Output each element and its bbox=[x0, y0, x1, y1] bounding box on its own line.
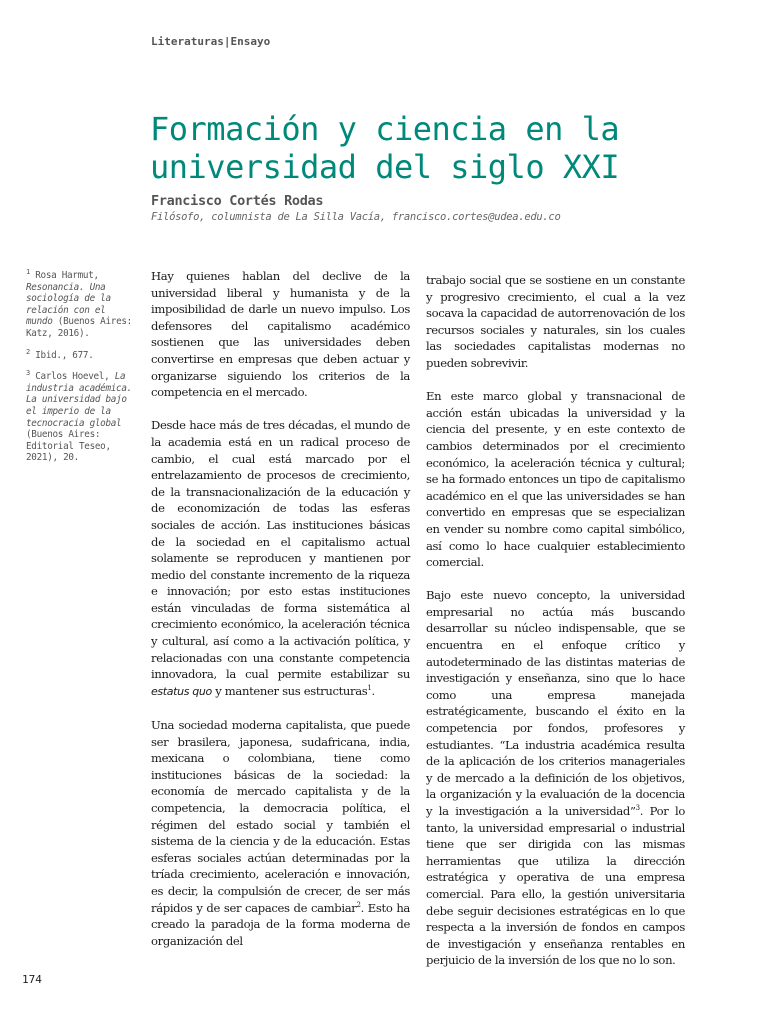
footnotes-sidebar bbox=[26, 267, 136, 474]
footnote-ref[interactable]: 3 bbox=[635, 804, 640, 813]
section-label: Literaturas|Ensayo bbox=[151, 35, 271, 48]
footnote-text: Carlos Hoevel, bbox=[29, 371, 115, 383]
footnote-number: 1 bbox=[26, 267, 30, 276]
paragraph-text: . Esto ha creado la paradoja de la forma moderna de organización del bbox=[151, 900, 410, 948]
footnote-text: Rosa Harmut, bbox=[29, 270, 99, 281]
body-column-left bbox=[151, 268, 410, 966]
author-name: Francisco Cortés Rodas bbox=[151, 193, 324, 209]
paragraph: trabajo social que se sostiene en un constante y progresivo crecimiento, el cual a la vez socava la capacidad de autorrenovación de los recursos sociales y naturales, sin los cuales las sociedades capitalistas modernas no pueden sobrevivir. bbox=[426, 273, 685, 370]
footnote-2 bbox=[26, 347, 136, 362]
footnote-work-title: La industria académica. La universidad bajo el imperio de la tecnocracia global bbox=[26, 371, 132, 429]
paragraph bbox=[426, 587, 685, 969]
body-column-right bbox=[426, 272, 685, 986]
footnote-text: (Buenos Aires: Katz, 2016). bbox=[26, 316, 132, 339]
page-number: 174 bbox=[22, 973, 42, 986]
paragraph bbox=[151, 417, 410, 700]
article-title: Formación y ciencia en la universidad del siglo XXI bbox=[150, 110, 620, 186]
paragraph-text: . Por lo tanto, la universidad empresarial o industrial tiene que ser dirigida con las mismas herramientas que utiliza la dirección estratégica y operativa de una empresa comercial. Para ello, la gestión universitaria debe seguir decisiones estratégicas en lo que respecta a la inversión de fondos en campos de investigación y enseñanza rentables en perjuicio de la inversión de los que no lo son. bbox=[426, 804, 685, 968]
paragraph-text: Bajo este nuevo concepto, la universidad empresarial no actúa más buscando desarrollar su núcleo indispensable, que se encuentra en el enfoque crítico y autodeterminado de las distintas materias de investigación y enseñanza, sino que lo hace como una empresa manejada estratégicamente, buscando el éxito en la competencia por fondos, profesores y estudiantes. “La industria académica resulta de la aplicación de los criterios manageriales y de mercado a la definición de los objetivos, la organización y la evaluación de la docencia y la investigación a la universidad” bbox=[426, 588, 685, 818]
italic-term: estatus quo bbox=[151, 684, 212, 698]
author-affiliation: Filósofo, columnista de La Silla Vacía, francisco.cortes@udea.edu.co bbox=[151, 211, 561, 223]
footnote-1 bbox=[26, 267, 136, 340]
paragraph-text: . bbox=[371, 683, 375, 698]
footnote-text: Ibid., 677. bbox=[29, 349, 94, 361]
paragraph bbox=[151, 717, 410, 949]
paragraph-text: Desde hace más de tres décadas, el mundo de la academia está en un radical proceso de cambio, el cual está marcado por el entrelazamiento de procesos de crecimiento, de la transnacionalización de la educación y de economización de todas las esferas sociales de acción. Las instituciones básicas de la sociedad en el capitalismo actual solamente se reproducen y mantienen por medio del constante incremento de la riqueza e innovación; por esto estas instituciones están vinculadas de forma sistemática al crecimiento económico, la aceleración técnica y cultural, así como a la activación política, y relacionadas con una constante competencia innovadora, la cual permite estabilizar su bbox=[151, 418, 410, 682]
footnote-ref[interactable]: 1 bbox=[367, 683, 372, 692]
footnote-ref[interactable]: 2 bbox=[356, 900, 361, 909]
footnote-number: 2 bbox=[26, 347, 30, 356]
paragraph-text: Una sociedad moderna capitalista, que puede ser brasilera, japonesa, sudafricana, india, mexicana o colombiana, tiene como instituciones básicas de la sociedad: la economía de mercado capitalista y de la competencia, la democracia política, el régimen del estado social y también el sistema de la ciencia y de la educación. Estas esferas sociales actúan determinadas por la tríada crecimiento, aceleración e innovación, es decir, la compulsión de crecer, de ser más rápidos y de ser capaces de cambiar bbox=[151, 718, 410, 915]
footnote-number: 3 bbox=[26, 369, 30, 378]
paragraph: En este marco global y transnacional de acción están ubicadas la universidad y la ciencia del presente, y en este contexto de cambios determinados por el crecimiento económico, la aceleración técnica y cultural; se ha formado entonces un tipo de capitalismo académico en el que las universidades se han convertido en empresas que se especializan en vender su nombre como capital simbólico, así como lo hace cualquier establecimiento comercial. bbox=[426, 389, 685, 570]
footnote-work-title: Resonancia. Una sociología de la relación con el mundo bbox=[26, 281, 111, 328]
footnote-text: (Buenos Aires: Editorial Teseo, 2021), 20. bbox=[26, 429, 111, 464]
paragraph: Hay quienes hablan del declive de la universidad liberal y humanista y de la imposibilidad de darle un nuevo impulso. Los defensores del capitalismo académico sostienen que las universidades deben convertirse en empresas que deben actuar y organizarse siguiendo los criterios de la competencia en el mercado. bbox=[151, 269, 410, 400]
paragraph-text: y mantener sus estructuras bbox=[211, 683, 368, 698]
footnote-3 bbox=[26, 371, 136, 464]
